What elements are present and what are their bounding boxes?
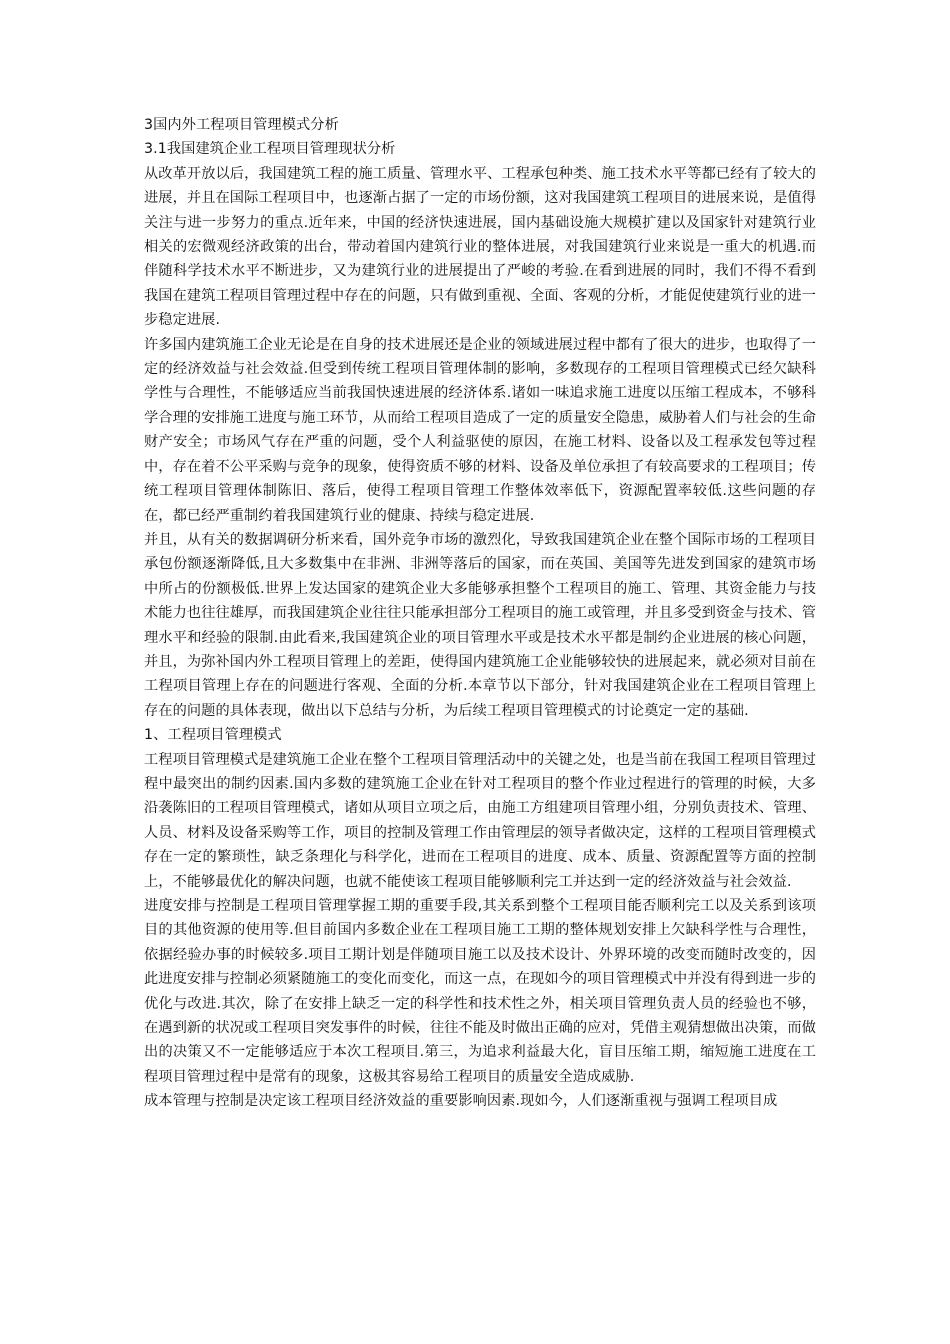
paragraph-cost-control: 成本管理与控制是决定该工程项目经济效益的重要影响因素.现如今，人们逐渐重视与强调工程项目成 [144, 1093, 778, 1110]
document-page [144, 113, 816, 1114]
paragraph-management-mode: 工程项目管理模式是建筑施工企业在整个工程项目管理活动中的关键之处，也是当前在我国工程项目管理过程中最突出的制约因素.国内多数的建筑施工企业在针对工程项目的整个作业过程进行的管理的时候，大多沿袭陈旧的工程项目管理模式，诸如从项目立项之后，由施工方组建项目管理小组，分别负责技术、管理、人员、材料及设备采购等工作，项目的控制及管理工作由管理层的领导者做决定，这样的工程项目管理模式存在一定的繁琐性，缺乏条理化与科学化，进而在工程项目的进度、成本、质量、资源配置等方面的控制上，不能够最优化的解决问题，也就不能使该工程项目能够顺利完工并达到一定的经济效益与社会效益. [144, 751, 816, 890]
section-title: 3国内外工程项目管理模式分析 [144, 117, 339, 133]
paragraph-reform-progress: 从改革开放以后，我国建筑工程的施工质量、管理水平、工程承包种类、施工技术水平等都已经有了较大的进展，并且在国际工程项目中，也逐渐占据了一定的市场份额，这对我国建筑工程项目的进展来说，是值得关注与进一步努力的重点.近年来，中国的经济快速进展，国内基础设施大规模扩建以及国家针对建筑行业相关的宏微观经济政策的出台，带动着国内建筑行业的整体进展，对我国建筑行业来说是一重大的机遇.而伴随科学技术水平不断进步，又为建筑行业的进展提出了严峻的考验.在看到进展的同时，我们不得不看到我国在建筑工程项目管理过程中存在的问题，只有做到重视、全面、客观的分析，才能促使建筑行业的进一步稳定进展. [144, 165, 816, 329]
subsection-title: 3.1我国建筑企业工程项目管理现状分析 [144, 141, 396, 158]
paragraph-schedule-control: 进度安排与控制是工程项目管理掌握工期的重要手段,其关系到整个工程项目能否顺利完工以及关系到该项目的其他资源的使用等.但目前国内多数企业在工程项目施工工期的整体规划安排上欠缺科学性与合理性，依据经验办事的时候较多.项目工期计划是伴随项目施工以及技术设计、外界环境的改变而随时改变的，因此进度安排与控制必须紧随施工的变化而变化，而这一点，在现如今的项目管理模式中并没有得到进一步的优化与改进.其次，除了在安排上缺乏一定的科学性和技术性之外，相关项目管理负责人员的经验也不够，在遇到新的状况或工程项目突发事件的时候，往往不能及时做出正确的应对，凭借主观猜想做出决策，而做出的决策又不一定能够适应于本次工程项目.第三，为追求利益最大化，盲目压缩工期，缩短施工进度在工程项目管理过程中是常有的现象，这极其容易给工程项目的质量安全造成威胁. [144, 898, 816, 1085]
paragraph-domestic-problems: 许多国内建筑施工企业无论是在自身的技术进展还是企业的领域进展过程中都有了很大的进步，也取得了一定的经济效益与社会效益.但受到传统工程项目管理体制的影响，多数现存的工程项目管理模式已经欠缺科学性与合理性，不能够适应当前我国快速进展的经济体系.诸如一味追求施工进度以压缩工程成本，不够科学合理的安排施工进度与施工环节，从而给工程项目造成了一定的质量安全隐患，威胁着人们与社会的生命财产安全；市场风气存在严重的问题，受个人利益驱使的原因，在施工材料、设备以及工程承发包等过程中，存在着不公平采购与竞争的现象，使得资质不够的材料、设备及单位承担了有较高要求的工程项目；传统工程项目管理体制陈旧、落后，使得工程项目管理工作整体效率低下，资源配置率较低.这些问题的存在，都已经严重制约着我国建筑行业的健康、持续与稳定进展. [144, 336, 816, 524]
paragraph-international-market: 并且，从有关的数据调研分析来看，国外竞争市场的激烈化，导致我国建筑企业在整个国际市场的工程项目承包份额逐渐降低,且大多数集中在非洲、非洲等落后的国家，而在英国、美国等先进发到国家的建筑市场中所占的份额极低.世界上发达国家的建筑企业大多能够承担整个工程项目的施工、管理、其资金能力与技术能力也往往雄厚，而我国建筑企业往往只能承担部分工程项目的施工或管理，并且多受到资金与技术、管理水平和经验的限制.由此看来,我国建筑企业的项目管理水平或是技术水平都是制约企业进展的核心问题，并且，为弥补国内外工程项目管理上的差距，使得国内建筑施工企业能够较快的进展起来，就必须对目前在工程项目管理上存在的问题进行客观、全面的分析.本章节以下部分，针对我国建筑企业在工程项目管理上存在的问题的具体表现，做出以下总结与分析，为后续工程项目管理模式的讨论奠定一定的基础. [144, 531, 816, 719]
list-heading: 1、工程项目管理模式 [144, 727, 282, 744]
